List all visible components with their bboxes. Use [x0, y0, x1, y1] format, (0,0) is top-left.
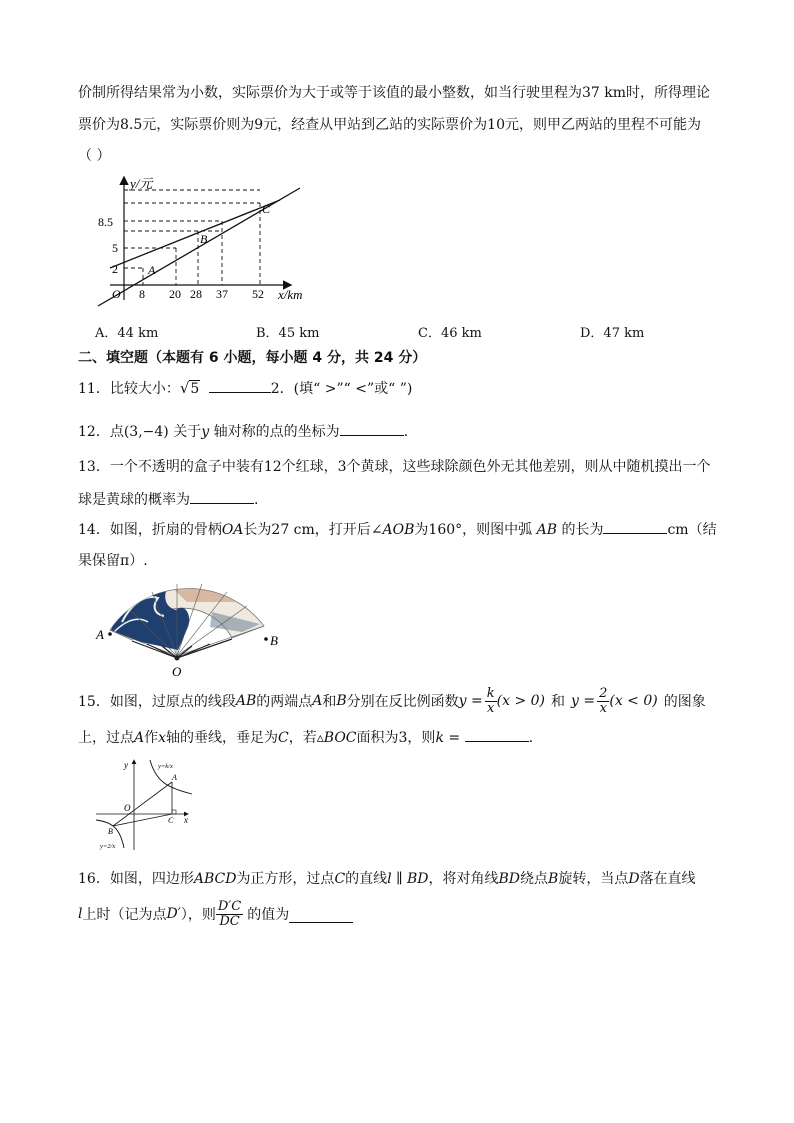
q16-d: D: [628, 871, 640, 887]
q15-text-g: 上，过点: [78, 730, 134, 746]
point-b-dot: [264, 637, 268, 641]
q11-answer-blank[interactable]: [209, 392, 271, 393]
q13-line1: [78, 456, 711, 476]
q15-text-f: 的图象: [663, 694, 706, 711]
point-b-label: B: [200, 232, 208, 246]
q16-line1: [78, 868, 696, 888]
q15-segment-ab: [113, 782, 172, 826]
q14-text-a: 如图，折扇的骨柄: [109, 522, 222, 538]
q15-text-h: 作: [144, 730, 159, 746]
q12-text-b: 关于: [173, 424, 202, 440]
q12-number: 12．: [78, 424, 110, 440]
q15-segment-bc: [113, 814, 172, 826]
q14-line1: [78, 519, 717, 539]
q15-text-b: 的两端点: [256, 694, 313, 711]
q14-text-e: cm（结: [667, 522, 717, 538]
q15-f2-lhs: y =: [571, 693, 596, 710]
x-tick-28: 28: [190, 287, 202, 301]
q15-fig-b: B: [108, 827, 113, 836]
q14-folding-fan-figure: [92, 572, 292, 680]
point-a-label: A: [148, 263, 156, 277]
q15-line1: [78, 687, 706, 715]
q15-x: x: [158, 730, 167, 746]
y-tick-8-5: 8.5: [98, 215, 113, 229]
q15-text-a: 如图，过原点的线段: [109, 694, 236, 711]
q15-triangle: ▵BOC: [316, 730, 357, 746]
q10-option-d: D．47 km: [580, 326, 645, 341]
q15-a: A: [312, 693, 323, 710]
q10-answer-paren: （ ）: [78, 148, 111, 164]
q10-fare-graph: [90, 170, 325, 310]
q16-text-b: 为正方形，过点: [236, 871, 335, 887]
q12-point: (3,−4): [123, 424, 169, 440]
q12-end: .: [403, 424, 409, 440]
fan-pivot: [175, 656, 180, 661]
q12-text-c: 轴对称的点的坐标为: [213, 424, 340, 440]
q16-c: C: [334, 871, 346, 887]
q15-c: C: [278, 730, 289, 746]
q12-var: y: [201, 424, 210, 440]
q14-line2: 果保留π）.: [78, 553, 148, 569]
q10-option-a: A．44 km: [95, 326, 159, 341]
fan-label-a: A: [96, 627, 104, 642]
q15-text-j: ，若: [288, 730, 317, 746]
graph-line-2: [110, 200, 280, 268]
q15-a2: A: [134, 730, 145, 746]
q15-text-e: 和: [551, 694, 565, 711]
q14-oa: OA: [221, 522, 244, 538]
q15-fig-c: C: [168, 816, 174, 825]
q15-end: .: [528, 730, 534, 746]
origin-label: O: [112, 287, 121, 301]
q16-line2: [78, 900, 353, 928]
q14-text-b: 长为27 cm，打开后: [243, 522, 371, 538]
y-axis-label: y/元: [130, 176, 153, 191]
q15-fig-f2: y=2/x: [100, 843, 116, 850]
q16-l: l: [78, 906, 83, 923]
q16-text-a: 如图，四边形: [109, 871, 194, 887]
q16-text-c: 的直线: [345, 871, 388, 887]
point-c-label: C: [262, 202, 271, 216]
q13-number: 13．: [78, 459, 110, 475]
q16-text-f: 旋转，当点: [558, 871, 629, 887]
q12: [78, 421, 408, 441]
q16-text-h: 上时（记为点: [82, 907, 167, 924]
q16-text-j: 的值为: [247, 907, 290, 924]
y-tick-2: 2: [112, 262, 118, 276]
q16-b: B: [548, 871, 559, 887]
q11-sqrt-value: 5: [190, 381, 200, 397]
q15-number: 15．: [78, 694, 110, 711]
q14-text-c: 为160°，则图中弧: [414, 522, 533, 538]
q16-text-e: 绕点: [520, 871, 549, 887]
q15-f1-fraction: $\frac{k}{x}$: [486, 686, 495, 716]
q15-text-d: 分别在反比例函数: [346, 694, 459, 711]
q14-angle: ∠AOB: [370, 522, 415, 538]
q11: [78, 378, 412, 398]
q16-abcd: ABCD: [193, 871, 237, 887]
q15-fig-o: O: [124, 803, 131, 813]
q15-ab: AB: [235, 693, 257, 710]
q16-parallel: l ∥ BD: [387, 871, 429, 887]
q10-option-b: B．45 km: [256, 326, 320, 341]
q15-fig-f1: y=k/x: [158, 763, 173, 770]
q14-answer-blank[interactable]: [603, 533, 667, 534]
x-tick-20: 20: [169, 287, 181, 301]
y-tick-5: 5: [112, 241, 118, 255]
sqrt-symbol: √: [179, 379, 190, 397]
x-tick-8: 8: [139, 287, 145, 301]
q16-bd: BD: [498, 871, 521, 887]
q13-end: .: [254, 492, 259, 508]
q15-text-k: 面积为3，则: [356, 730, 436, 746]
q16-text-i: ），则: [180, 907, 216, 924]
x-axis-label: x/km: [278, 287, 303, 302]
fan-label-b: B: [270, 633, 278, 648]
q15-f2-fraction: $\frac{2}{x}$: [599, 686, 608, 716]
q16-dprime: D′: [166, 906, 181, 923]
q15-text-i: 轴的垂线，垂足为: [166, 730, 279, 746]
q15-fig-x: x: [184, 815, 188, 825]
q12-answer-blank[interactable]: [340, 435, 404, 436]
q15-hyperbola-figure: [92, 756, 202, 852]
section-title: 二、填空题（本题有 6 小题，每小题 4 分，共 24 分）: [78, 350, 427, 366]
point-a-dot: [108, 632, 112, 636]
q14-text-d: 的长为: [561, 522, 604, 538]
q11-pre: 比较大小：: [109, 381, 180, 397]
q16-text-g: 落在直线: [639, 871, 696, 887]
q10-line1: 价制所得结果常为小数，实际票价为大于或等于该值的最小整数，如当行驶里程为37 km时，所得理论: [78, 85, 711, 101]
q15-b: B: [336, 693, 347, 710]
q15-f1-cond: (x > 0): [496, 693, 545, 710]
q13-text-2: 球是黄球的概率为: [78, 492, 190, 508]
x-tick-52: 52: [252, 287, 264, 301]
q16-number: 16．: [78, 871, 110, 887]
q15-fig-y: y: [124, 760, 128, 770]
q13-text-1: 一个不透明的盒子中装有12个红球，3个黄球，这些球除颜色外无其他差别，则从中随机摸出一个: [109, 459, 711, 475]
q15-k: k =: [435, 730, 461, 746]
q13-answer-blank[interactable]: [190, 503, 254, 504]
q11-rest: 2．(填“ >”“ <”或“ ”): [270, 381, 413, 397]
q10-option-c: C．46 km: [418, 326, 482, 341]
q15-f1-lhs: y =: [458, 693, 483, 710]
q16-fraction: $\frac{D'C}{DC}$: [217, 899, 242, 929]
q16-text-d: ，将对角线: [428, 871, 499, 887]
q14-number: 14．: [78, 522, 110, 538]
q15-f2-cond: (x < 0): [609, 693, 658, 710]
q15-answer-blank[interactable]: [465, 741, 529, 742]
q14-ab: AB: [536, 522, 558, 538]
q12-text-a: 点: [109, 424, 124, 440]
q16-answer-blank[interactable]: [289, 906, 353, 923]
fan-label-o: O: [172, 664, 182, 679]
q10-line2: 票价为8.5元，实际票价则为9元，经查从甲站到乙站的实际票价为10元，则甲乙两站的里程不可能为: [78, 117, 701, 133]
q15-fig-a: A: [172, 773, 177, 782]
q15-line2: [78, 727, 533, 747]
x-tick-37: 37: [216, 287, 228, 301]
q15-text-c: 和: [322, 694, 337, 711]
q13-line2: [78, 489, 258, 509]
q11-number: 11．: [78, 381, 110, 397]
